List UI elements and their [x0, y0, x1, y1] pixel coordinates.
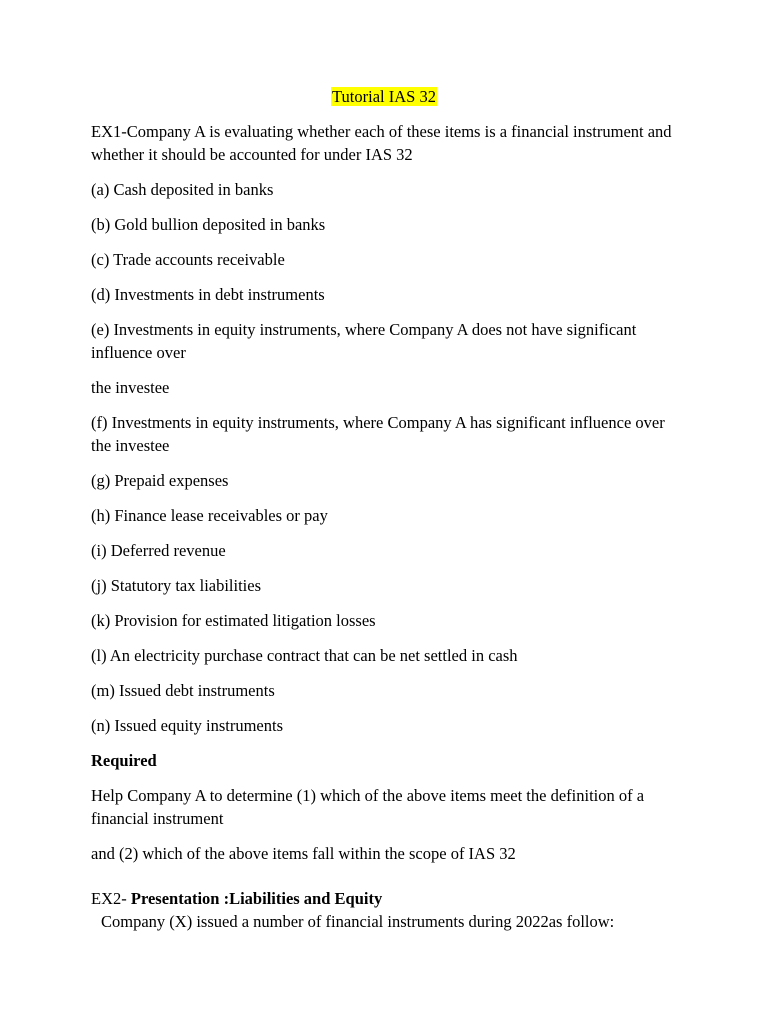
list-item: (k) Provision for estimated litigation losses — [91, 611, 376, 630]
ex2-heading: Presentation :Liabilities and Equity — [130, 889, 383, 908]
document-body — [91, 120, 681, 933]
ex2-prefix: EX2- — [91, 889, 131, 908]
list-item: the investee — [91, 378, 170, 397]
ex1-intro: EX1-Company A is evaluating whether each of these items is a financial instrument and whether it should be accounted for under IAS 32 — [91, 122, 672, 164]
list-item: (c) Trade accounts receivable — [91, 250, 285, 269]
list-item: (i) Deferred revenue — [91, 541, 226, 560]
list-item: (h) Finance lease receivables or pay — [91, 506, 328, 525]
list-item: (n) Issued equity instruments — [91, 716, 284, 735]
title-line — [0, 86, 768, 107]
list-item: (l) An electricity purchase contract that can be net settled in cash — [91, 646, 518, 665]
ex2-text: Company (X) issued a number of financial instruments during 2022as follow: — [101, 912, 615, 931]
list-item: (f) Investments in equity instruments, where Company A has significant influence over the investee — [91, 413, 665, 455]
list-item: (b) Gold bullion deposited in banks — [91, 215, 326, 234]
list-item: (j) Statutory tax liabilities — [91, 576, 262, 595]
required-heading: Required — [91, 751, 157, 770]
list-item: (e) Investments in equity instruments, where Company A does not have significant influence over — [91, 320, 637, 362]
list-item: (d) Investments in debt instruments — [91, 285, 325, 304]
list-item: (g) Prepaid expenses — [91, 471, 229, 490]
required-text-2: and (2) which of the above items fall within the scope of IAS 32 — [91, 844, 516, 863]
ex2-heading-line — [91, 887, 681, 910]
list-item: (a) Cash deposited in banks — [91, 180, 274, 199]
required-text-1: Help Company A to determine (1) which of the above items meet the definition of a financial instrument — [91, 786, 645, 828]
document-title: Tutorial IAS 32 — [332, 87, 436, 106]
list-item: (m) Issued debt instruments — [91, 681, 275, 700]
